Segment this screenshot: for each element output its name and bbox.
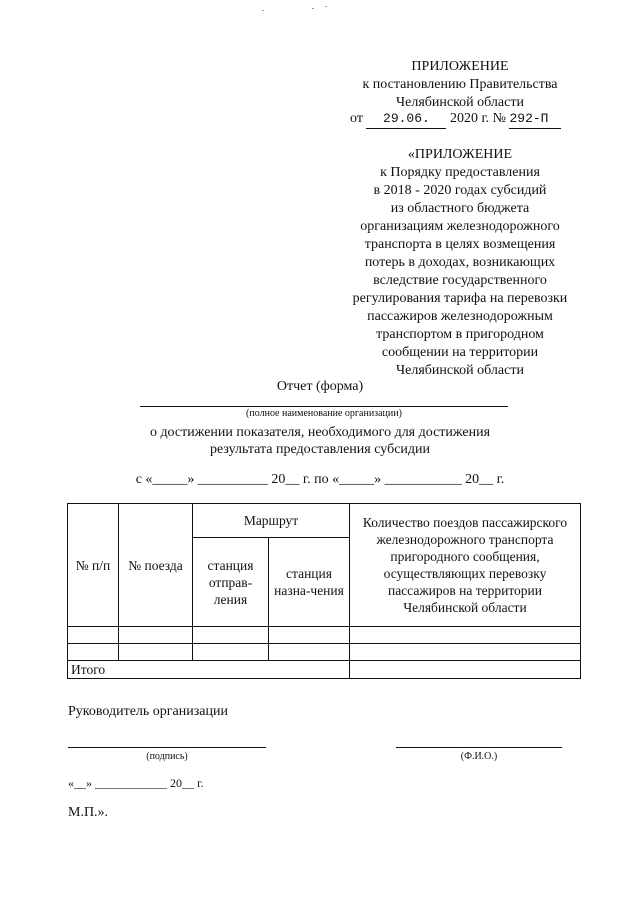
- approval-line-1: к постановлению Правительства: [362, 77, 558, 92]
- appendix-line: вследствие государственного: [373, 273, 547, 288]
- appendix-line: «ПРИЛОЖЕНИЕ: [407, 147, 513, 162]
- header-route: Маршрут: [193, 504, 350, 538]
- header-count: Количество поездов пассажирского железнодорожного транспорта пригородного сообщения, осуществляющих перевозку пассажиров на территории Челябинской области: [350, 504, 581, 627]
- appendix-line: в 2018 - 2020 годах субсидий: [373, 183, 547, 198]
- signature-date: «__» ____________ 20__ г.: [68, 776, 204, 790]
- org-name-line: [140, 406, 508, 407]
- appendix-line: из областного бюджета: [390, 201, 530, 216]
- header-train: № поезда: [119, 504, 193, 627]
- header-num: № п/п: [68, 504, 119, 627]
- approval-title: ПРИЛОЖЕНИЕ: [411, 59, 509, 74]
- appendix-line: пассажиров железнодорожным: [367, 309, 553, 324]
- appendix-line: регулирования тарифа на перевозки: [352, 291, 568, 306]
- header-departure: станция отправ-ления: [193, 538, 269, 627]
- appendix-line: сообщении на территории: [381, 345, 539, 360]
- table-total-row: [68, 661, 581, 679]
- scan-artifact: [312, 8, 314, 9]
- approval-date-line: [350, 110, 561, 129]
- signature-line: [68, 747, 266, 748]
- total-label: Итого: [68, 661, 350, 679]
- scan-artifact: [262, 10, 264, 11]
- appendix-line: к Порядку предоставления: [380, 165, 540, 180]
- date-prefix: от: [350, 111, 363, 126]
- table-row: [68, 627, 581, 644]
- appendix-line: Челябинской области: [396, 363, 524, 378]
- head-label: Руководитель организации: [68, 704, 228, 719]
- table-row: [68, 644, 581, 661]
- header-destination: станция назна-чения: [269, 538, 350, 627]
- appendix-block: [330, 146, 590, 380]
- report-subtitle-1: о достижении показателя, необходимого для достижения: [149, 425, 491, 440]
- fio-caption: (Ф.И.О.): [460, 751, 498, 762]
- report-subtitle-2: результата предоставления субсидии: [209, 442, 431, 457]
- table-header-row: [68, 504, 581, 538]
- report-table: [67, 503, 581, 679]
- period-line: с «_____» __________ 20__ г. по «_____» ___________ 20__ г.: [135, 472, 505, 487]
- report-title: Отчет (форма): [276, 379, 364, 394]
- stamp-mark: М.П.».: [68, 805, 109, 820]
- fio-line: [396, 747, 562, 748]
- scan-artifact: [325, 6, 327, 7]
- appendix-line: транспортом в пригородном: [376, 327, 544, 342]
- appendix-line: организациям железнодорожного: [360, 219, 560, 234]
- appendix-line: транспорта в целях возмещения: [364, 237, 556, 252]
- approval-line-2: Челябинской области: [396, 95, 524, 110]
- org-caption: (полное наименование организации): [246, 408, 402, 419]
- appendix-line: потерь в доходах, возникающих: [364, 255, 556, 270]
- approval-number: 292-П: [509, 110, 561, 129]
- approval-block: [340, 58, 580, 112]
- signature-caption: (подпись): [146, 751, 188, 762]
- approval-date: 29.06.: [366, 110, 446, 129]
- approval-year: 2020 г. №: [449, 111, 506, 126]
- total-value: [350, 661, 581, 679]
